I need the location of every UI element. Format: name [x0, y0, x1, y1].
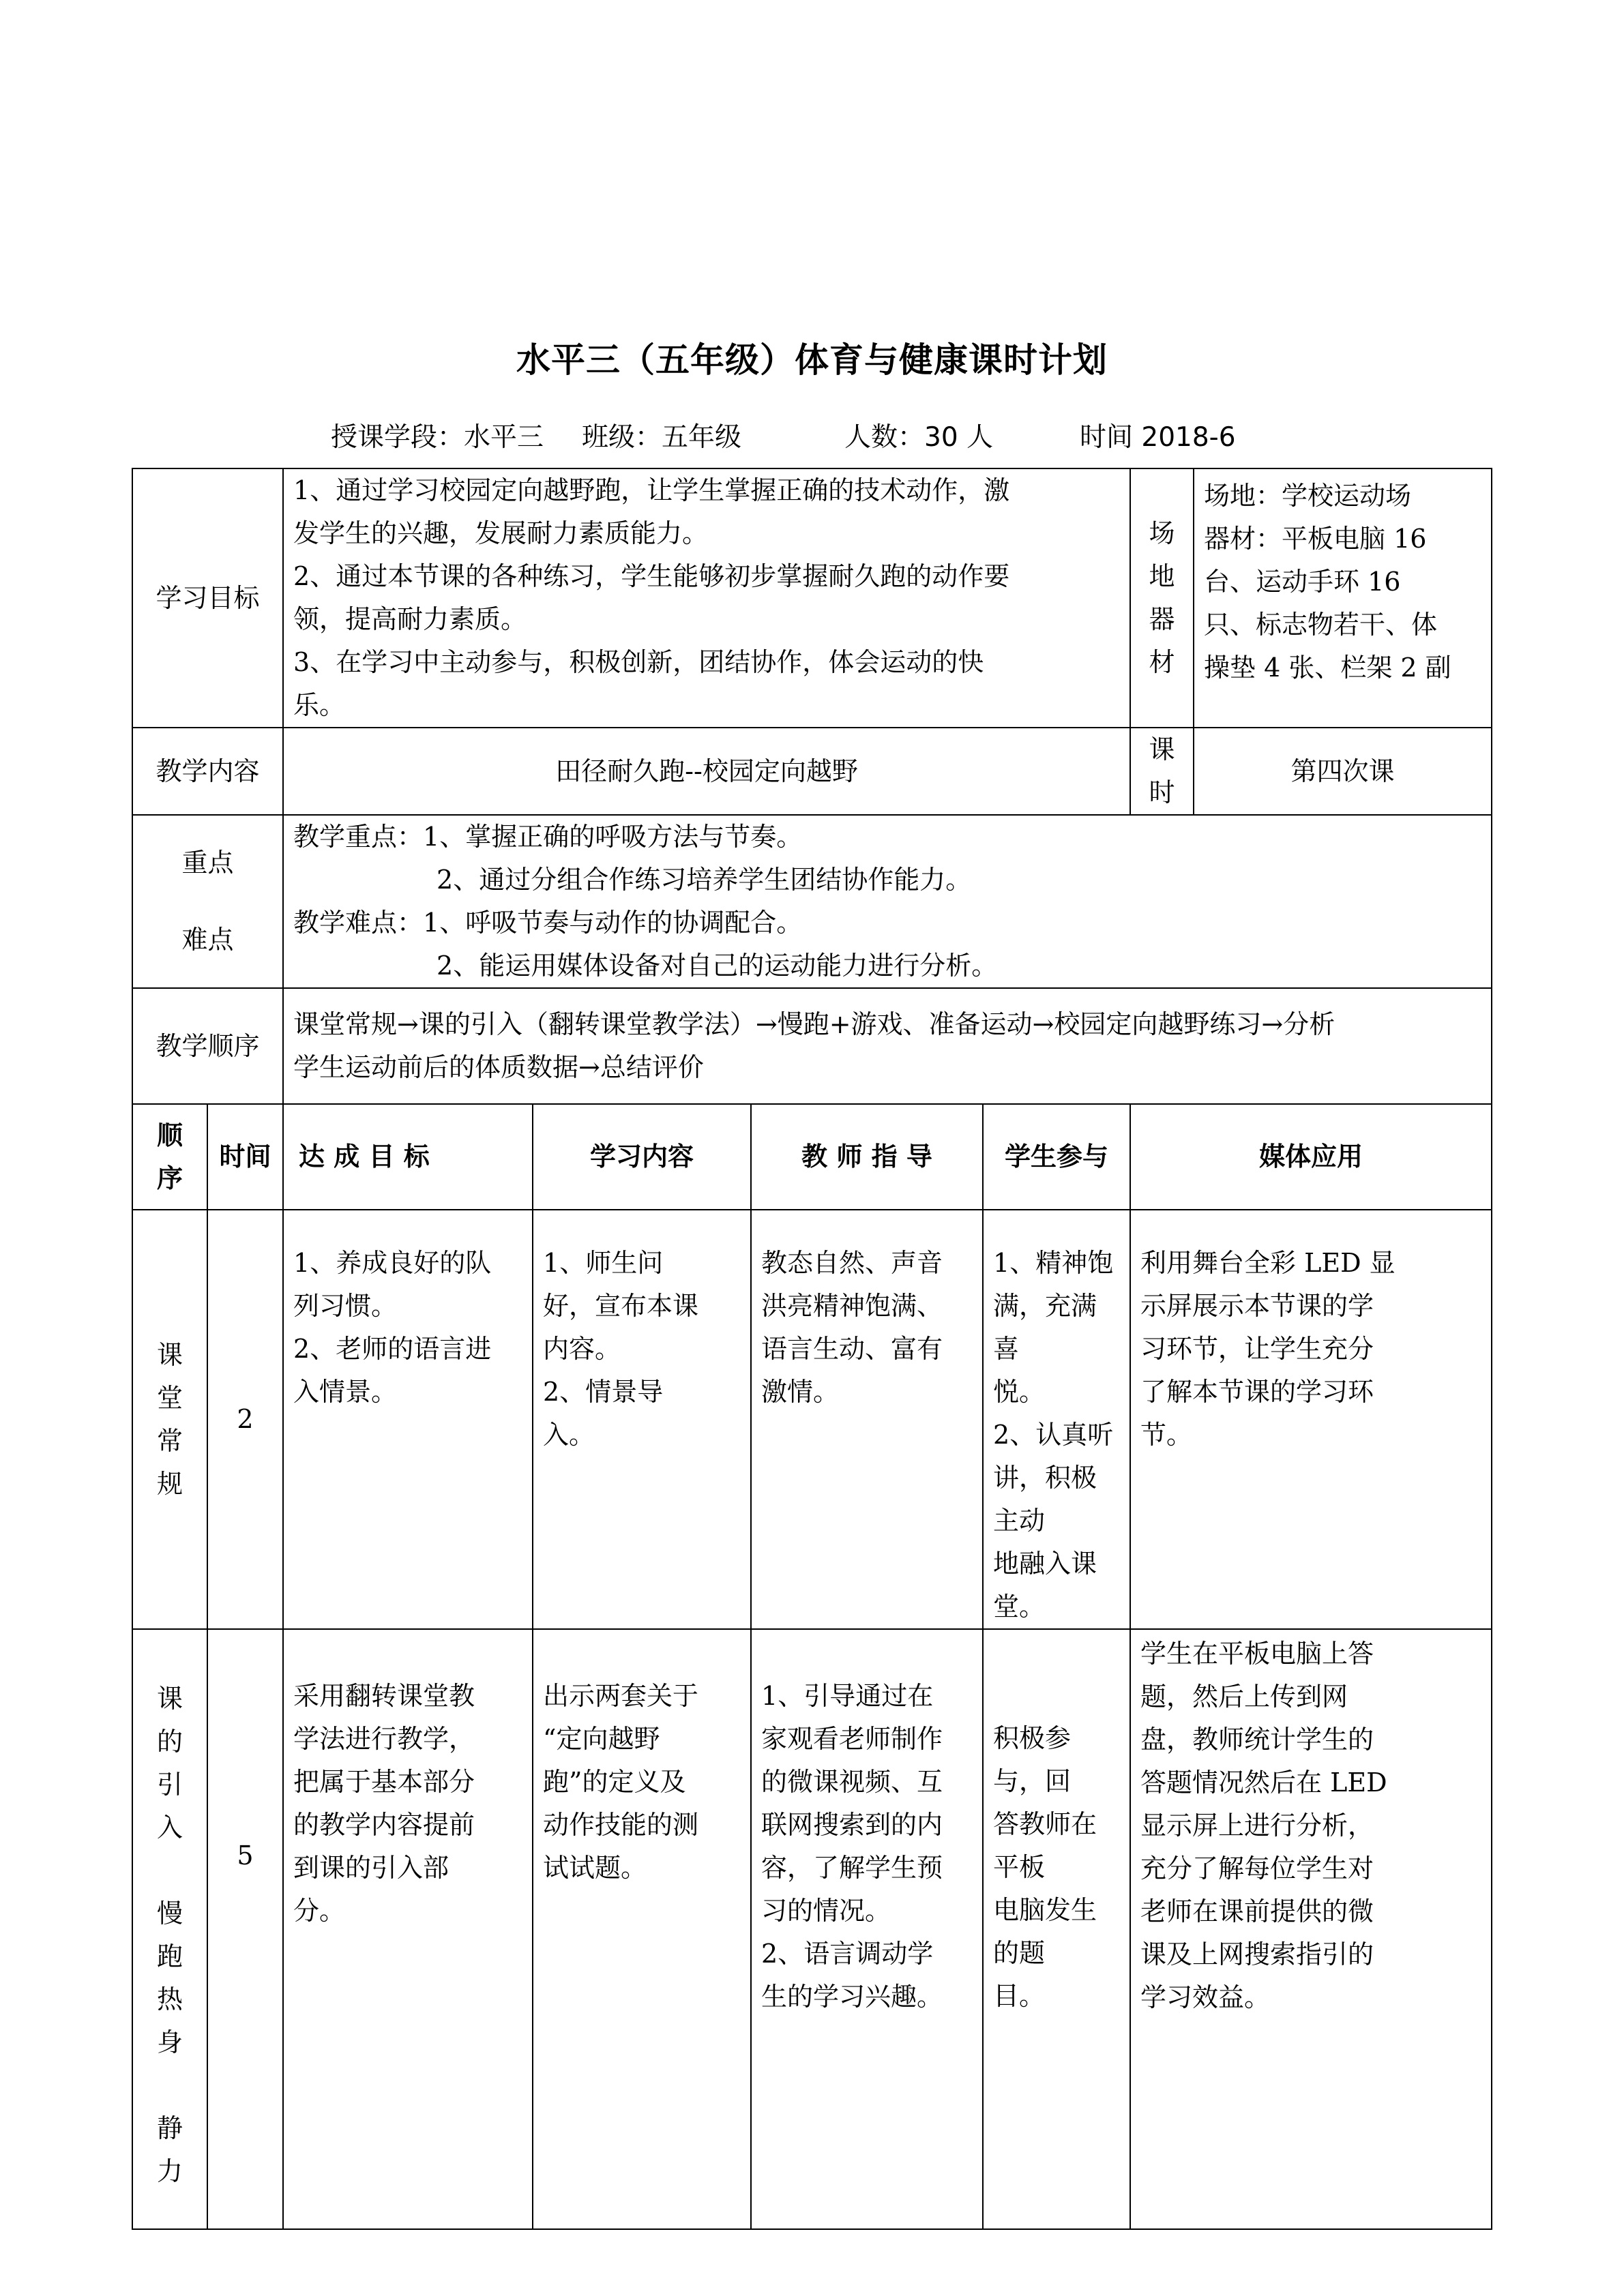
objectives-text: 1、通过学习校园定向越野跑，让学生掌握正确的技术动作，激 发学生的兴趣，发展耐力素质能力。 2、通过本节课的各种练习，学生能够初步掌握耐久跑的动作要 领，提高耐力素质。 3、在学习中主动参与，积极创新，团结协作，体会运动的快 乐。 — [283, 468, 1130, 728]
phase-time: 2 — [207, 1210, 283, 1629]
header-media: 媒体应用 — [1130, 1104, 1492, 1210]
phase-goal: 1、养成良好的队 列习惯。 2、老师的语言进 入情景。 — [283, 1210, 533, 1629]
sequence-label: 教学顺序 — [132, 988, 283, 1104]
phase-media: 利用舞台全彩 LED 显 示屏展示本节课的学 习环节，让学生充分 了解本节课的学习环 节。 — [1130, 1210, 1492, 1629]
content-row — [132, 728, 1492, 815]
header-student: 学生参与 — [983, 1104, 1130, 1210]
phase-student: 1、精神饱 满，充满喜 悦。 2、认真听 讲，积极主动 地融入课堂。 — [983, 1210, 1130, 1629]
phase-header-row — [132, 1104, 1492, 1210]
keypoints-row — [132, 815, 1492, 988]
phase-time: 5 — [207, 1629, 283, 2229]
info-count: 人数：30 人 — [844, 422, 994, 453]
keypoints-label-bottom: 难点 — [181, 925, 234, 955]
content-value: 田径耐久跑--校园定向越野 — [283, 728, 1130, 815]
sequence-text: 课堂常规→课的引入（翻转课堂教学法）→慢跑+游戏、准备运动→校园定向越野练习→分析 学生运动前后的体质数据→总结评价 — [283, 988, 1492, 1104]
info-stage: 授课学段：水平三 — [331, 422, 544, 453]
lesson-plan-table — [132, 468, 1492, 2230]
phase-guide: 1、引导通过在 家观看老师制作 的微课视频、互 联网搜索到的内 容，了解学生预 习的情况。 2、语言调动学 生的学习兴趣。 — [751, 1629, 983, 2229]
content-label: 教学内容 — [132, 728, 283, 815]
header-content: 学习内容 — [533, 1104, 751, 1210]
phase-content: 1、师生问 好，宣布本课 内容。 2、情景导 入。 — [533, 1210, 751, 1629]
keypoints-label — [132, 815, 283, 988]
period-value: 第四次课 — [1194, 728, 1492, 815]
phase-order: 课 堂 常 规 — [132, 1210, 207, 1629]
phase-student: 积极参与，回 答教师在平板 电脑发生的题 目。 — [983, 1629, 1130, 2229]
venue-equipment: 场地：学校运动场 器材：平板电脑 16 台、运动手环 16 只、标志物若干、体 操垫 4 张、栏架 2 副 — [1194, 468, 1492, 728]
keypoints-label-top: 重点 — [181, 848, 234, 878]
phase-media: 学生在平板电脑上答 题，然后上传到网 盘，教师统计学生的 答题情况然后在 LED 显示屏上进行分析， 充分了解每位学生对 老师在课前提供的微 课及上网搜索指引的 学习效益。 — [1130, 1629, 1492, 2229]
header-order: 顺 序 — [132, 1104, 207, 1210]
objectives-label: 学习目标 — [132, 468, 283, 728]
page-title: 水平三（五年级）体育与健康课时计划 — [516, 340, 1108, 380]
lesson-info — [331, 416, 1236, 454]
keypoints-text: 教学重点：1、掌握正确的呼吸方法与节奏。 2、通过分组合作练习培养学生团结协作能力。 教学难点：1、呼吸节奏与动作的协调配合。 2、能运用媒体设备对自己的运动能力进行分析。 — [283, 815, 1492, 988]
phase-goal: 采用翻转课堂教 学法进行教学， 把属于基本部分 的教学内容提前 到课的引入部 分。 — [283, 1629, 533, 2229]
header-guide: 教 师 指 导 — [751, 1104, 983, 1210]
phase-order: 课 的 引 入 慢 跑 热 身 静 力 — [132, 1629, 207, 2229]
header-goal: 达 成 目 标 — [283, 1104, 533, 1210]
objectives-row — [132, 468, 1492, 728]
header-time: 时间 — [207, 1104, 283, 1210]
info-time: 时间 2018-6 — [1080, 422, 1236, 453]
phase-content: 出示两套关于 “定向越野 跑”的定义及 动作技能的测 试试题。 — [533, 1629, 751, 2229]
sequence-row — [132, 988, 1492, 1104]
phase-row — [132, 1629, 1492, 2229]
info-class: 班级：五年级 — [582, 422, 742, 453]
phase-guide: 教态自然、声音 洪亮精神饱满、 语言生动、富有 激情。 — [751, 1210, 983, 1629]
phase-row — [132, 1210, 1492, 1629]
period-label: 课 时 — [1130, 728, 1194, 815]
venue-label: 场 地 器 材 — [1130, 468, 1194, 728]
